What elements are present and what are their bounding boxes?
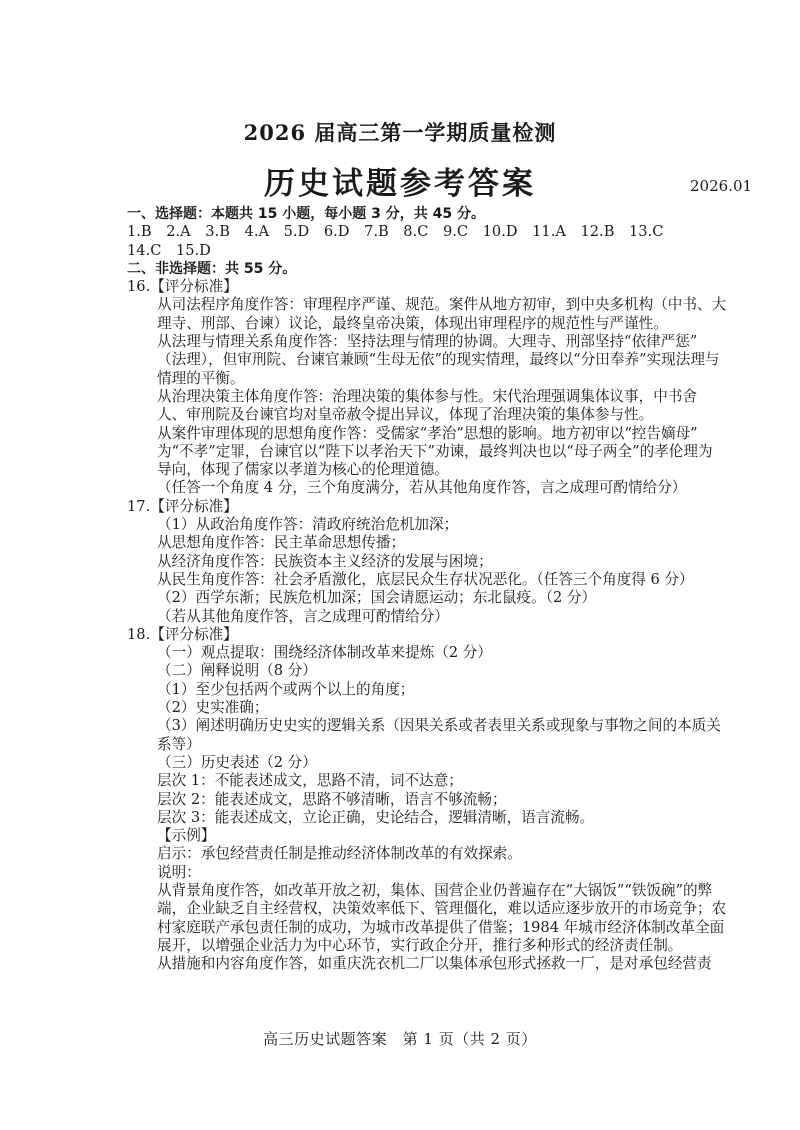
q16-text: 人、审刑院及台谏官均对皇帝赦令提出异议，体现了治理决策的集体参与性。 <box>157 406 654 424</box>
q16-text: （法理），但审刑院、台谏官兼顾“生母无依”的现实情理，最终以“分田奉养”实现法理与 <box>157 351 720 369</box>
q18-example-text: 村家庭联产承包责任制的成功，为城市改革提供了借鉴；1984 年城市经济体制改革全面 <box>157 918 725 936</box>
q17-text: 从民生角度作答：社会矛盾激化，底层民众生存状况恶化。（任答三个角度得 6 分） <box>157 570 694 588</box>
q17-label: 17.【评分标准】 <box>127 497 238 515</box>
choice-answers-line: 1.B 2.A 3.B 4.A 5.D 6.D 7.B 8.C 9.C 10.D 11.A 12.B 13.C <box>127 223 664 241</box>
q18-text: （二）阐释说明（8 分） <box>157 662 317 680</box>
q17-text: 从思想角度作答：民主革命思想传播； <box>157 534 406 552</box>
q16-text: 从司法程序角度作答：审理程序严谨、规范。案件从地方初审，到中央多机构（中书、大 <box>157 296 727 314</box>
answer-body <box>127 205 757 973</box>
q18-example-label: 【示例】 <box>157 827 216 845</box>
q18-label: 18.【评分标准】 <box>127 625 238 643</box>
q18-text: （1）至少包括两个或两个以上的角度； <box>157 680 415 698</box>
q16-text: 从法理与情理关系角度作答：坚持法理与情理的协调。大理寺、刑部坚持“依律严惩” <box>157 333 698 351</box>
q17-text: （1）从政治角度作答：清政府统治危机加深； <box>157 516 459 534</box>
part2-heading: 二、非选择题：共 55 分。 <box>127 260 297 277</box>
q18-example-text: 说明： <box>157 863 201 881</box>
part1-heading: 一、选择题：本题共 15 小题，每小题 3 分，共 45 分。 <box>127 206 485 222</box>
q18-text: 层次 1：不能表述成文，思路不清，词不达意； <box>157 772 463 790</box>
q16-text: 导向，体现了儒家以孝道为核心的伦理道德。 <box>157 461 449 479</box>
choice-answers-line: 14.C 15.D <box>127 241 211 259</box>
document-title: 历史试题参考答案 <box>264 166 536 202</box>
q17-text: （2）西学东渐；民族危机加深；国会请愿运动；东北鼠疫。（2 分） <box>157 589 597 607</box>
q16-text: 从治理决策主体角度作答：治理决策的集体参与性。宋代治理强调集体议事，中书舍 <box>157 387 697 405</box>
q16-label: 16.【评分标准】 <box>127 278 238 296</box>
q18-text: 系等） <box>157 735 201 753</box>
q18-example-text: 端，企业缺乏自主经营权，决策效率低下、管理僵化，难以适应逐步放开的市场竞争；农 <box>157 900 727 918</box>
q18-text: 层次 3：能表述成文，立论正确，史论结合，逻辑清晰，语言流畅。 <box>157 808 595 826</box>
q17-text: （若从其他角度作答，言之成理可酌情给分） <box>157 607 449 625</box>
q16-note: （任答一个角度 4 分，三个角度满分，若从其他角度作答，言之成理可酌情给分） <box>157 479 687 497</box>
q16-text: 为“不孝”定罪，台谏官以“陛下以孝治天下”劝谏，最终判决也以“母子两全”的孝伦理为 <box>157 442 713 460</box>
document-date: 2026.01 <box>690 177 753 195</box>
q18-example-text: 从背景角度作答，如改革开放之初，集体、国营企业仍普遍存在“大锅饭”“铁饭碗”的弊 <box>157 881 713 899</box>
q17-text: 从经济角度作答：民族资本主义经济的发展与困境； <box>157 552 493 570</box>
q16-text: 从案件审理体现的思想角度作答：受儒家“孝治”思想的影响。地方初审以“控告嫡母” <box>157 424 698 442</box>
q18-example-text: 启示：承包经营责任制是推动经济体制改革的有效探索。 <box>157 845 522 863</box>
q16-text: 理寺、刑部、台谏）议论，最终皇帝决策，体现出审理程序的规范性与严谨性。 <box>157 314 668 332</box>
q18-text: （3）阐述明确历史史实的逻辑关系（因果关系或者表里关系或现象与事物之间的本质关 <box>157 717 721 735</box>
q16-text: 情理的平衡。 <box>157 369 245 387</box>
q18-text: 层次 2：能表述成文，思路不够清晰，语言不够流畅； <box>157 790 507 808</box>
exam-title: 2026 届高三第一学期质量检测 <box>243 120 557 145</box>
q18-example-text: 从措施和内容角度作答，如重庆洗衣机二厂以集体承包形式拯救一厂，是对承包经营责 <box>157 955 712 973</box>
q18-text: （一）观点提取：围绕经济体制改革来提炼（2 分） <box>157 644 492 662</box>
page-footer: 高三历史试题答案 第 1 页（共 2 页） <box>263 1030 537 1048</box>
q18-text: （三）历史表述（2 分） <box>157 753 317 771</box>
q18-text: （2）史实准确； <box>157 699 269 717</box>
q18-example-text: 展开，以增强企业活力为中心环节，实行政企分开，推行多种形式的经济责任制。 <box>157 936 683 954</box>
